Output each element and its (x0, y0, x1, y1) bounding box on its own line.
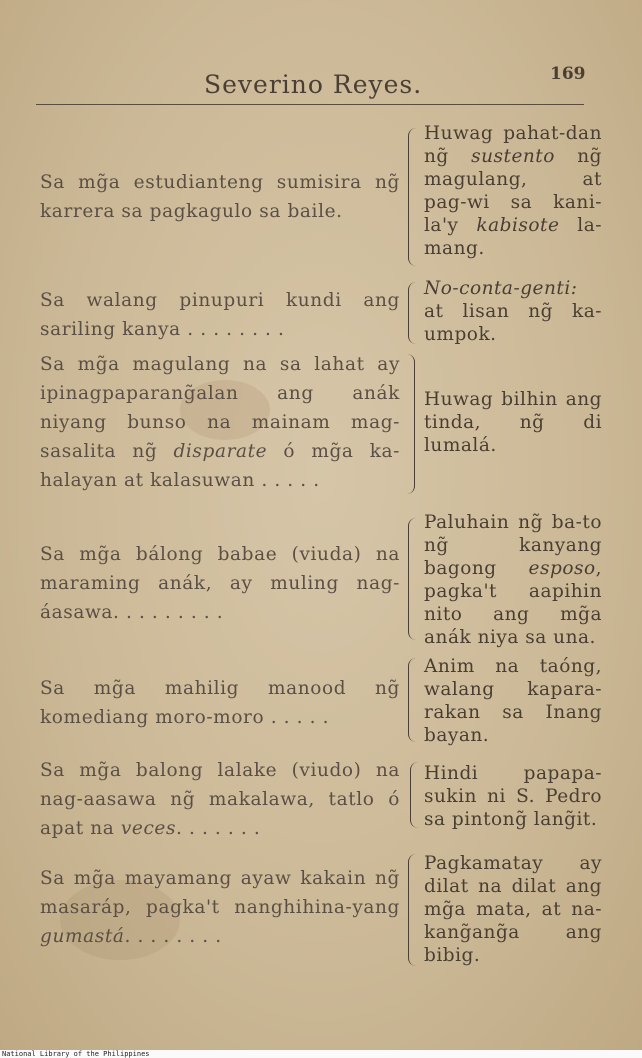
entry-1-left: Sa mg̃a estudianteng sumisira ng̃ karrera sa pagkagulo sa baile. (40, 172, 400, 222)
running-header-title: Severino Reyes. (204, 70, 423, 99)
entry-3-left: Sa mg̃a magulang na sa lahat ay ipinagpaparang̃alan ang anák niyang bunso na mainam mag-sasalita ng̃ disparate ó mg̃a ka-halayan at kalasuwan . . . . . (40, 354, 400, 491)
entry-4-right: Paluhain ng̃ ba-to ng̃ kanyang bagong esposo, pagka't aapihin nito ang mg̃a anák niya sa una. (424, 512, 602, 648)
entry-2-right: No-conta-genti: at lisan ng̃ ka-umpok. (424, 278, 602, 345)
entry-4-brace (408, 518, 423, 640)
entry-5-brace (408, 658, 423, 742)
entry-2-left: Sa walang pinupuri kundi ang sariling kanya . . . . . . . . (40, 290, 400, 340)
entry-3-brace (402, 354, 415, 494)
entry-5-left: Sa mg̃a mahilig manood ng̃ komediang moro-moro . . . . . (40, 678, 400, 728)
entry-3-right: Huwag bilhin ang tinda, ng̃ di lumalá. (424, 389, 602, 456)
entry-7-left: Sa mg̃a mayamang ayaw kakain ng̃ masaráp, pagka't nanghihina-yang gumastá. . . . . . . . (40, 868, 400, 947)
entry-1-right: Huwag pahat-dan ng̃ sustento ng̃ magulang, at pag-wi sa kani-la'y kabisote la-mang. (424, 123, 602, 259)
entry-5-right: Anim na taóng, walang kapara-rakan sa Inang bayan. (424, 656, 602, 746)
entry-4-left: Sa mg̃a bálong babae (viuda) na maraming anák, ay muling nag-áasawa. . . . . . . . . (40, 544, 400, 623)
entry-7-right: Pagkamatay ay dilat na dilat ang mg̃a mata, at na-kang̃ang̃a ang bibig. (424, 853, 602, 966)
page-number: 169 (550, 64, 586, 84)
digitization-credit: National Library of the Philippines (0, 1050, 642, 1058)
entry-6-right: Hindi papapa-sukin ni S. Pedro sa pintong̃ lang̃it. (424, 763, 602, 830)
entry-7-brace (408, 854, 423, 966)
entry-2-brace (408, 282, 423, 344)
header-rule (36, 104, 584, 105)
entry-6-left: Sa mg̃a balong lalake (viudo) na nag-aasawa ng̃ makalawa, tatlo ó apat na veces. . . . . . . (40, 760, 400, 839)
entry-6-brace (410, 762, 425, 828)
entry-1-brace (408, 128, 423, 266)
